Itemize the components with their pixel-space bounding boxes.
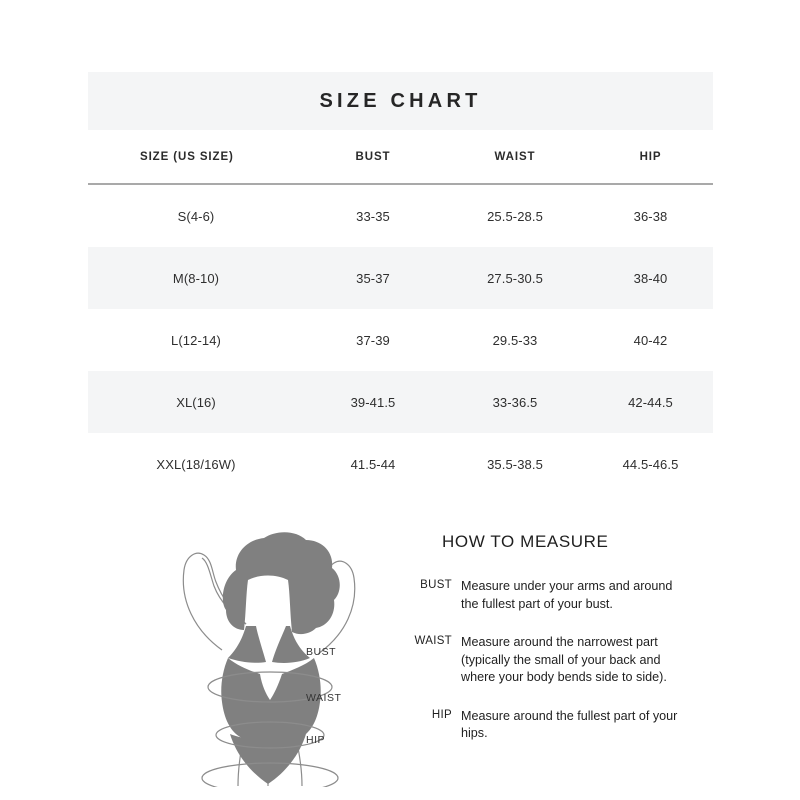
measure-label-bust: BUST xyxy=(420,579,452,591)
measure-text-hip: Measure around the fullest part of your hips. xyxy=(461,708,678,740)
figure-label-hip: HIP xyxy=(306,734,326,746)
cell-size: M(8-10) xyxy=(88,247,304,309)
table-row xyxy=(88,247,713,309)
cell-bust: 41.5-44 xyxy=(350,456,396,472)
table-row xyxy=(88,371,713,433)
cell-size: L(12-14) xyxy=(171,332,221,348)
cell-size: S(4-6) xyxy=(177,208,215,224)
body-measurement-figure xyxy=(150,522,380,787)
size-chart-table xyxy=(88,130,713,495)
measure-text-bust: Measure under your arms and around the fullest part of your bust. xyxy=(461,579,673,611)
cell-hip: 40-42 xyxy=(633,332,668,348)
column-header-bust: BUST xyxy=(304,130,442,184)
how-to-measure-heading: HOW TO MEASURE xyxy=(442,532,609,551)
table-body xyxy=(88,184,713,495)
female-body-diagram-icon xyxy=(150,522,380,787)
column-header-waist: WAIST xyxy=(442,130,588,184)
cell-hip: 36-38 xyxy=(633,208,668,224)
table-row xyxy=(88,433,713,495)
how-to-measure-section xyxy=(0,512,800,800)
how-to-measure-text xyxy=(400,532,690,764)
cell-hip: 44.5-46.5 xyxy=(622,456,679,472)
cell-hip: 38-40 xyxy=(588,247,713,309)
page-title: SIZE CHART xyxy=(319,89,482,112)
column-header-hip: HIP xyxy=(588,130,713,184)
cell-waist: 33-36.5 xyxy=(442,371,588,433)
measure-instruction-waist xyxy=(400,634,690,687)
chart-title-band xyxy=(88,72,713,130)
table-row xyxy=(88,309,713,371)
cell-hip: 42-44.5 xyxy=(588,371,713,433)
cell-bust: 35-37 xyxy=(304,247,442,309)
figure-label-waist: WAIST xyxy=(306,692,342,704)
figure-label-bust: BUST xyxy=(306,646,337,658)
table-header-row xyxy=(88,130,713,184)
table-row xyxy=(88,184,713,247)
cell-waist: 29.5-33 xyxy=(492,332,538,348)
cell-waist: 27.5-30.5 xyxy=(442,247,588,309)
cell-waist: 35.5-38.5 xyxy=(487,456,543,472)
column-header-size: SIZE (US SIZE) xyxy=(88,130,304,184)
cell-bust: 33-35 xyxy=(356,208,390,224)
size-chart-panel xyxy=(88,72,713,495)
measure-label-waist: WAIST xyxy=(414,635,452,647)
cell-size: XL(16) xyxy=(88,371,304,433)
table-header xyxy=(88,130,713,184)
cell-waist: 25.5-28.5 xyxy=(487,208,543,224)
measure-text-waist: Measure around the narrowest part (typically the small of your back and where your body bends side to side). xyxy=(461,635,667,684)
measure-label-hip: HIP xyxy=(431,708,452,721)
cell-bust: 39-41.5 xyxy=(304,371,442,433)
cell-size: XXL(18/16W) xyxy=(156,456,236,472)
measure-instruction-bust xyxy=(400,578,690,613)
measure-instruction-hip xyxy=(400,708,690,743)
cell-bust: 37-39 xyxy=(356,332,390,348)
